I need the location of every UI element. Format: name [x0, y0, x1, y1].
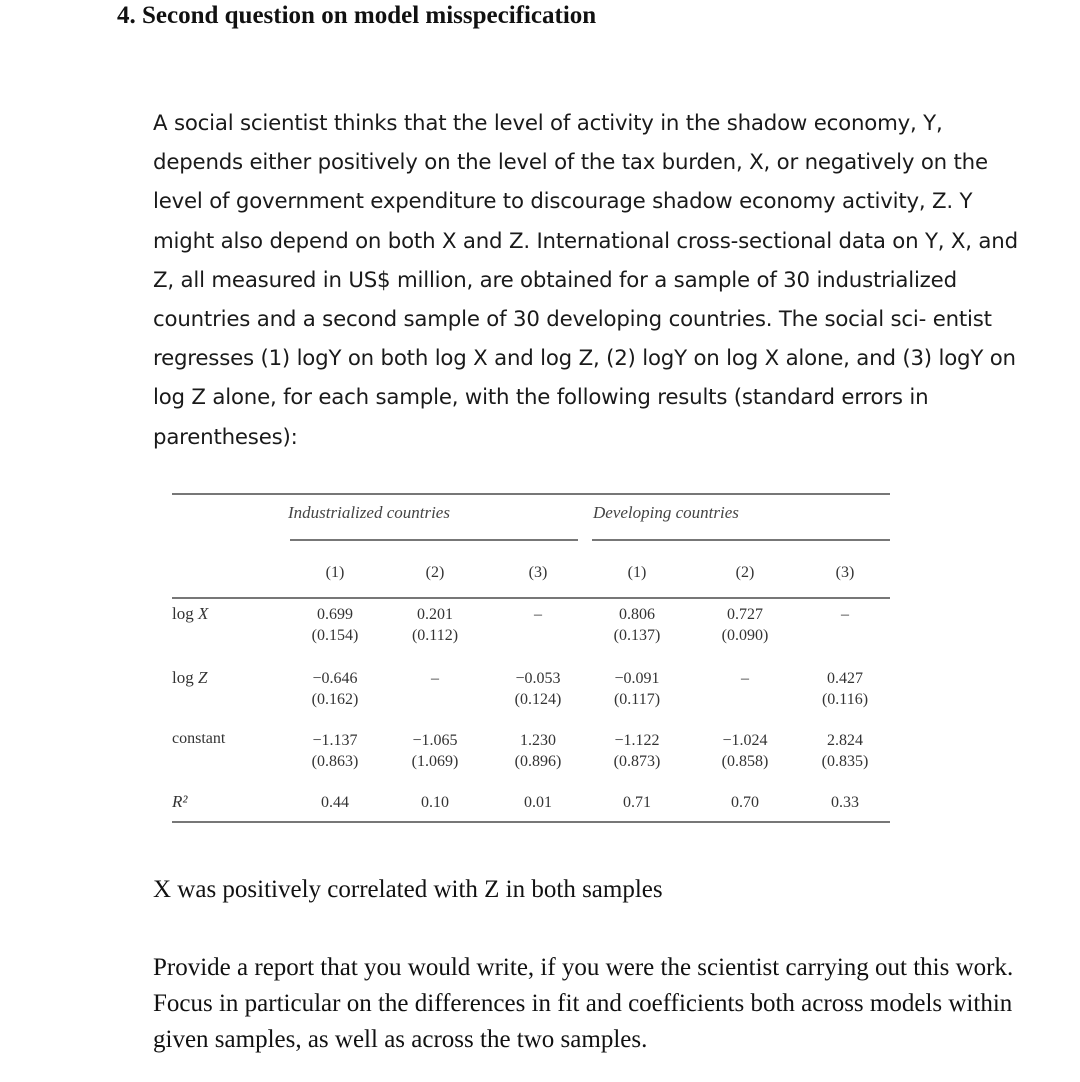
- standard-error-cell: (0.112): [411, 627, 459, 644]
- coefficient-cell: –: [841, 606, 849, 623]
- column-header: (2): [425, 564, 445, 581]
- table-bottom-rule: [172, 821, 890, 823]
- standard-error-cell: (1.069): [411, 753, 459, 770]
- standard-error-cell: (0.858): [721, 753, 769, 770]
- column-header: (3): [835, 564, 855, 581]
- group-developing: Developing countries: [593, 503, 739, 522]
- coefficient-cell: 1.230: [520, 732, 556, 749]
- coefficient-cell: −1.137: [312, 732, 358, 749]
- row-label: log Z: [172, 668, 208, 687]
- column-header: (1): [627, 564, 647, 581]
- coefficient-cell: −1.065: [412, 732, 458, 749]
- question-heading: 4. Second question on model misspecification: [117, 2, 597, 29]
- column-header: (2): [735, 564, 755, 581]
- group-rule-industrialized: [290, 539, 578, 541]
- group-rule-developing: [592, 539, 890, 541]
- coefficient-cell: 0.806: [619, 606, 655, 623]
- coefficient-cell: 0.44: [321, 794, 349, 811]
- coefficient-cell: –: [741, 670, 749, 687]
- coefficient-cell: 0.427: [827, 670, 863, 687]
- coefficient-cell: 0.727: [727, 606, 763, 623]
- coefficient-cell: 0.70: [731, 794, 759, 811]
- coefficient-cell: 0.201: [417, 606, 453, 623]
- column-header: (1): [325, 564, 345, 581]
- standard-error-cell: (0.873): [613, 753, 661, 770]
- row-label: constant: [172, 730, 226, 747]
- standard-error-cell: (0.835): [821, 753, 869, 770]
- question-intro: A social scientist thinks that the level of activity in the shadow economy, Y, depends either positively on the level of the tax burden, X, or negatively on the level of government expenditure to discourage shadow economy activity, Z. Y might also depend on both X and Z. International cross-sectional data on Y, X, and Z, all measured in US$ million, are obtained for a sample of 30 industrialized countries and a second sample of 30 developing countries. The social sci- entist regresses (1) logY on both log X and log Z, (2) logY on log X alone, and (3) logY on log Z alone, for each sample, with the following results (standard errors in parentheses):: [153, 111, 1018, 450]
- coefficient-cell: −0.053: [515, 670, 561, 687]
- standard-error-cell: (0.154): [311, 627, 359, 644]
- coefficient-cell: –: [534, 606, 542, 623]
- standard-error-cell: (0.162): [311, 691, 359, 708]
- standard-error-cell: (0.863): [311, 753, 359, 770]
- coefficient-cell: 0.10: [421, 794, 449, 811]
- standard-error-cell: (0.124): [514, 691, 562, 708]
- coefficient-cell: −1.122: [614, 732, 660, 749]
- standard-error-cell: (0.117): [613, 691, 661, 708]
- standard-error-cell: (0.896): [514, 753, 562, 770]
- correlation-note: X was positively correlated with Z in both samples: [153, 876, 663, 903]
- coefficient-cell: 0.33: [831, 794, 859, 811]
- row-label: log X: [172, 604, 209, 623]
- coefficient-cell: −1.024: [722, 732, 768, 749]
- standard-error-cell: (0.137): [613, 627, 661, 644]
- coefficient-cell: 2.824: [827, 732, 863, 749]
- coefficient-cell: 0.71: [623, 794, 651, 811]
- table-top-rule: [172, 493, 890, 495]
- coefficient-cell: 0.01: [524, 794, 552, 811]
- coefficient-cell: –: [431, 670, 439, 687]
- report-instructions: Provide a report that you would write, if you were the scientist carrying out this work. Focus in particular on the differences in fit and coefficients both across models within given samples, as well as across the two samples.: [153, 954, 1014, 1053]
- column-header: (3): [528, 564, 548, 581]
- coefficient-cell: −0.646: [312, 670, 358, 687]
- header-rule: [172, 597, 890, 599]
- row-label: R²: [172, 792, 188, 811]
- standard-error-cell: (0.090): [721, 627, 769, 644]
- group-industrialized: Industrialized countries: [288, 503, 450, 522]
- standard-error-cell: (0.116): [821, 691, 869, 708]
- coefficient-cell: −0.091: [614, 670, 660, 687]
- coefficient-cell: 0.699: [317, 606, 353, 623]
